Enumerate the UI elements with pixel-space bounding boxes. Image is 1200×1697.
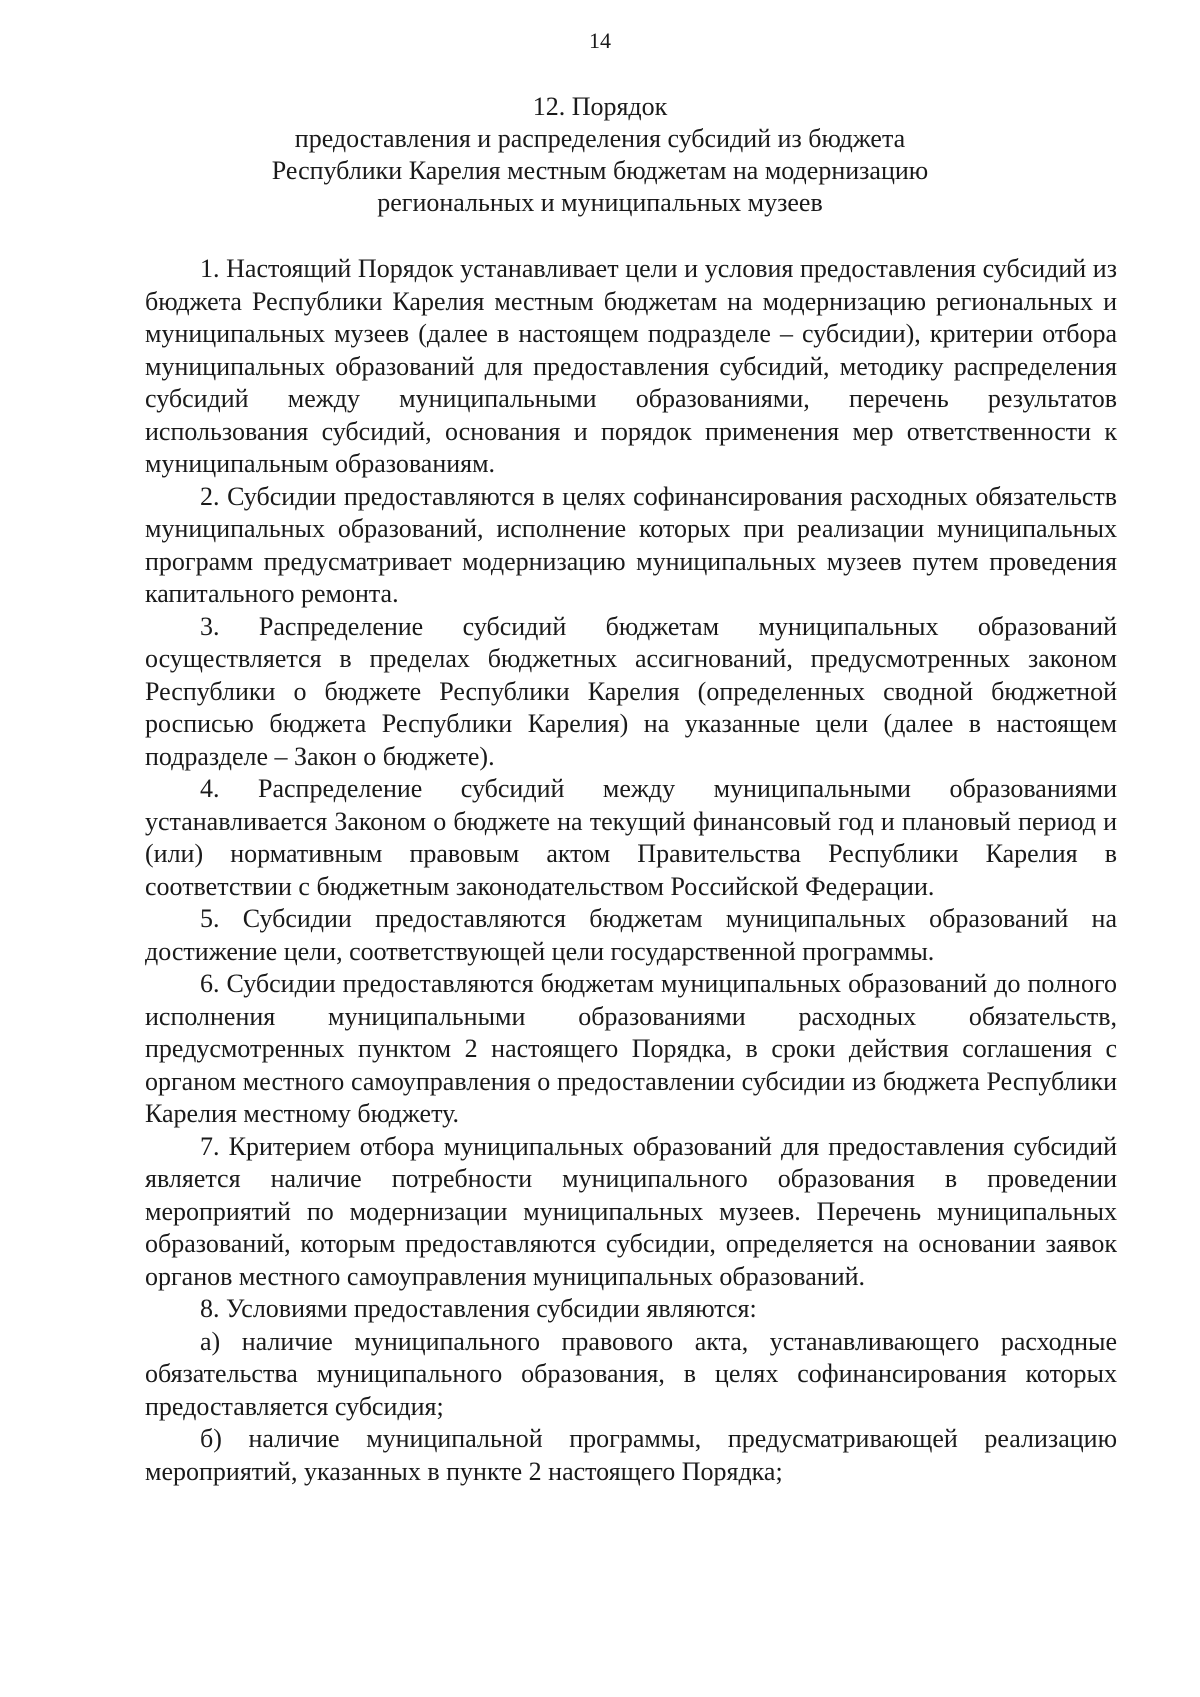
paragraph-7: 7. Критерием отбора муниципальных образований для предоставления субсидий является наличие потребности муниципального образования в проведении мероприятий по модернизации муниципальных музеев. Перечень муниципальных образований, которым предоставляются субсидии, определяется на основании заявок органов местного самоуправления муниципальных образований. [145,1131,1117,1291]
paragraph-6: 6. Субсидии предоставляются бюджетам муниципальных образований до полного исполнения муниципальными образованиями расходных обязательств, предусмотренных пунктом 2 настоящего Порядка, в сроки действия соглашения с органом местного самоуправления о предоставлении субсидии из бюджета Республики Карелия местному бюджету. [145,969,1117,1128]
section-heading [0,91,1200,219]
paragraph-5: 5. Субсидии предоставляются бюджетам муниципальных образований на достижение цели, соответствующей цели государственной программы. [145,904,1117,966]
paragraph-2: 2. Субсидии предоставляются в целях софинансирования расходных обязательств муниципальных образований, исполнение которых при реализации муниципальных программ предусматривает модернизацию муниципальных музеев путем проведения капитального ремонта. [145,481,1117,608]
paragraph-1: 1. Настоящий Порядок устанавливает цели и условия предоставления субсидий из бюджета Республики Карелия местным бюджетам на модернизацию региональных и муниципальных музеев (далее в настоящем подразделе – субсидии), критерии отбора муниципальных образований для предоставления субсидий, методику распределения субсидий между муниципальными образованиями, перечень результатов использования субсидий, основания и порядок применения мер ответственности к муниципальным образованиям. [145,254,1117,478]
paragraph-8b: б) наличие муниципальной программы, предусматривающей реализацию мероприятий, указанных в пункте 2 настоящего Порядка; [145,1424,1117,1486]
heading-line-3: Республики Карелия местным бюджетам на модернизацию [271,156,929,185]
page-number: 14 [589,28,611,53]
heading-line-4: региональных и муниципальных музеев [377,188,823,217]
heading-line-2: предоставления и распределения субсидий из бюджета [294,124,906,153]
paragraph-8: 8. Условиями предоставления субсидии являются: [200,1294,757,1323]
paragraph-4: 4. Распределение субсидий между муниципальными образованиями устанавливается Законом о бюджете на текущий финансовый год и плановый период и (или) нормативным правовым актом Правительства Республики Карелия в соответствии с бюджетным законодательством Российской Федерации. [145,774,1117,901]
document-body [145,253,1117,1488]
paragraph-8a: а) наличие муниципального правового акта, устанавливающего расходные обязательства муниципального образования, в целях софинансирования которых предоставляется субсидия; [145,1326,1117,1421]
paragraph-3: 3. Распределение субсидий бюджетам муниципальных образований осуществляется в пределах бюджетных ассигнований, предусмотренных законом Республики о бюджете Республики Карелия (определенных сводной бюджетной росписью бюджета Республики Карелия) на указанные цели (далее в настоящем подразделе – Закон о бюджете). [145,611,1117,771]
heading-line-1: 12. Порядок [532,92,668,121]
